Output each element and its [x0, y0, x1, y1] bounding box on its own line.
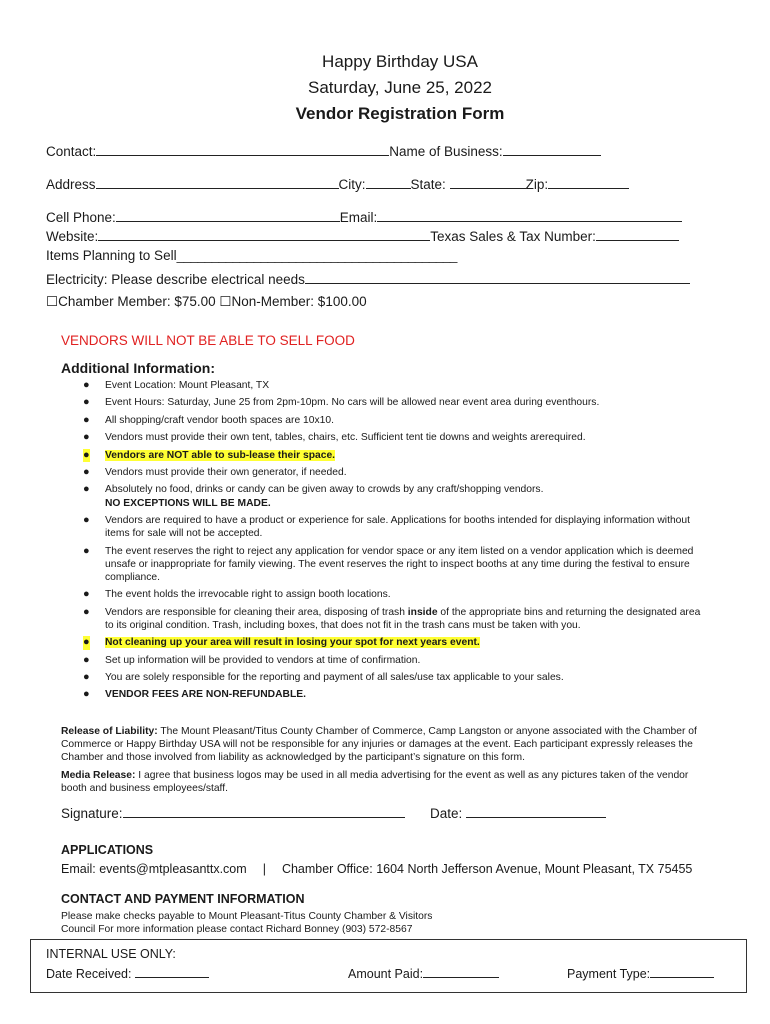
event-date: Saturday, June 25, 2022	[308, 78, 492, 97]
amount-paid-row: Amount Paid:	[348, 964, 499, 981]
list-item: ● Vendors must provide their own tent, tables, chairs, etc. Sufficient tent tie downs and weights arerequired.	[83, 431, 586, 444]
cell-row	[46, 208, 682, 225]
divider: |	[262, 862, 266, 876]
date-label: Date:	[430, 806, 463, 821]
list-item: ● Vendors are required to have a product or experience for sale. Applications for booths intended for displaying information without items for sale will not be accepted.	[83, 513, 690, 540]
state-label: State:	[410, 177, 446, 192]
form-title: Vendor Registration Form	[295, 104, 505, 123]
applications-line	[61, 862, 692, 876]
address-field[interactable]	[96, 175, 339, 189]
cell-label: Cell Phone:	[46, 210, 116, 225]
date-row	[430, 804, 606, 821]
event-title: Happy Birthday USA	[322, 52, 478, 71]
list-item: ● Event Hours: Saturday, June 25 from 2pm-10pm. No cars will be allowed near event area during eventhours.	[83, 396, 600, 409]
cell-field[interactable]	[116, 208, 340, 222]
list-item: ● Vendors must provide their own generator, if needed.	[83, 465, 347, 478]
city-field[interactable]	[366, 175, 411, 189]
amount-paid-field[interactable]	[423, 964, 499, 978]
list-item: ● The event holds the irrevocable right to assign booth locations.	[83, 588, 391, 601]
additional-info-title: Additional Information:	[61, 360, 215, 376]
list-item: ● Vendors are responsible for cleaning their area, disposing of trash inside of the appropriate bins and returning the designated area to its original condition. Trash, including boxes, that does not fit in the trash cans must be taken with you.	[83, 605, 701, 631]
internal-use-box	[30, 939, 747, 993]
state-field[interactable]	[450, 175, 526, 189]
electricity-label: Electricity: Please describe electrical needs	[46, 272, 305, 287]
zip-label: Zip:	[525, 177, 549, 192]
payment-type-field[interactable]	[650, 964, 714, 978]
signature-row	[61, 804, 405, 821]
media-release: Media Release: I agree that business logos may be used in all media advertising for the event as well as any pictures taken of the vendor booth and business employees/staff.	[61, 770, 689, 795]
list-item: ● Absolutely no food, drinks or candy can be given away to crowds by any craft/shopping vendors. NO EXCEPTIONS WILL BE MADE.	[61, 483, 701, 509]
electricity-field[interactable]	[305, 270, 690, 284]
business-field[interactable]	[503, 142, 601, 156]
release-of-liability: Release of Liability: The Mount Pleasant/Titus County Chamber of Commerce, Camp Langston or anyone associated with the Chamber of Commerce or Happy Birthday USA will not be responsible for any injuries or damages at the event. Each participant expressly releases the Chamber and those involved from liability as acknowledged by the participant’s signature on this form.	[61, 726, 697, 764]
contact-payment-title: CONTACT AND PAYMENT INFORMATION	[61, 892, 305, 906]
items-field[interactable]: ________________________________________	[176, 248, 457, 263]
items-label: Items Planning to Sell	[46, 248, 177, 263]
items-row	[46, 248, 457, 263]
list-item: ● You are solely responsible for the reporting and payment of all sales/use tax applicable to your sales.	[83, 671, 564, 684]
city-label: City:	[338, 177, 366, 192]
address-row	[46, 175, 629, 192]
contact-field[interactable]	[96, 142, 389, 156]
list-item: ● VENDOR FEES ARE NON-REFUNDABLE.	[83, 688, 306, 701]
electricity-row	[46, 270, 690, 287]
contact-payment-text: Please make checks payable to Mount Pleasant-Titus County Chamber & Visitors Council For more information please contact Richard Bonney (903) 572-8567	[61, 911, 433, 936]
list-item: ● The event reserves the right to reject any application for vendor space or any item listed on a vendor application which is deemed unsafe or inappropriate for family viewing. The event reserves the right to inspect booths at any time during the festival to ensure compliance.	[83, 544, 694, 583]
list-item: ● Set up information will be provided to vendors at time of confirmation.	[83, 653, 421, 666]
email-label: Email:	[339, 210, 378, 225]
additional-info-list	[61, 379, 701, 706]
tax-field[interactable]	[596, 227, 679, 241]
list-item: ● Vendors are NOT able to sub-lease their space.	[83, 448, 336, 461]
website-field[interactable]	[98, 227, 430, 241]
signature-field[interactable]	[123, 804, 405, 818]
date-received-field[interactable]	[135, 964, 209, 978]
business-label: Name of Business:	[389, 144, 503, 159]
zip-field[interactable]	[548, 175, 629, 189]
list-item: ● Event Location: Mount Pleasant, TX	[83, 379, 270, 391]
list-item: ● Not cleaning up your area will result in losing your spot for next years event.	[83, 636, 480, 649]
date-field[interactable]	[466, 804, 606, 818]
address-label: Address	[46, 177, 96, 192]
applications-email: Email: events@mtpleasanttx.com	[61, 862, 247, 876]
website-row	[46, 227, 679, 244]
payment-type-row: Payment Type:	[567, 964, 714, 981]
contact-label: Contact:	[46, 144, 97, 159]
tax-label: Texas Sales & Tax Number:	[430, 229, 596, 244]
website-label: Website:	[46, 229, 99, 244]
email-field[interactable]	[377, 208, 682, 222]
membership-row[interactable]: ☐Chamber Member: $75.00 ☐Non-Member: $100.00	[46, 294, 367, 309]
signature-label: Signature:	[61, 806, 123, 821]
contact-row	[46, 142, 601, 159]
no-exceptions-note: NO EXCEPTIONS WILL BE MADE.	[105, 497, 271, 509]
list-item: ● All shopping/craft vendor booth spaces are 10x10.	[83, 413, 334, 426]
no-food-notice: VENDORS WILL NOT BE ABLE TO SELL FOOD	[61, 333, 355, 348]
chamber-office: Chamber Office: 1604 North Jefferson Avenue, Mount Pleasant, TX 75455	[281, 862, 693, 876]
applications-title: APPLICATIONS	[61, 843, 154, 857]
internal-use-title: INTERNAL USE ONLY:	[46, 947, 176, 961]
date-received-row: Date Received:	[46, 964, 209, 981]
